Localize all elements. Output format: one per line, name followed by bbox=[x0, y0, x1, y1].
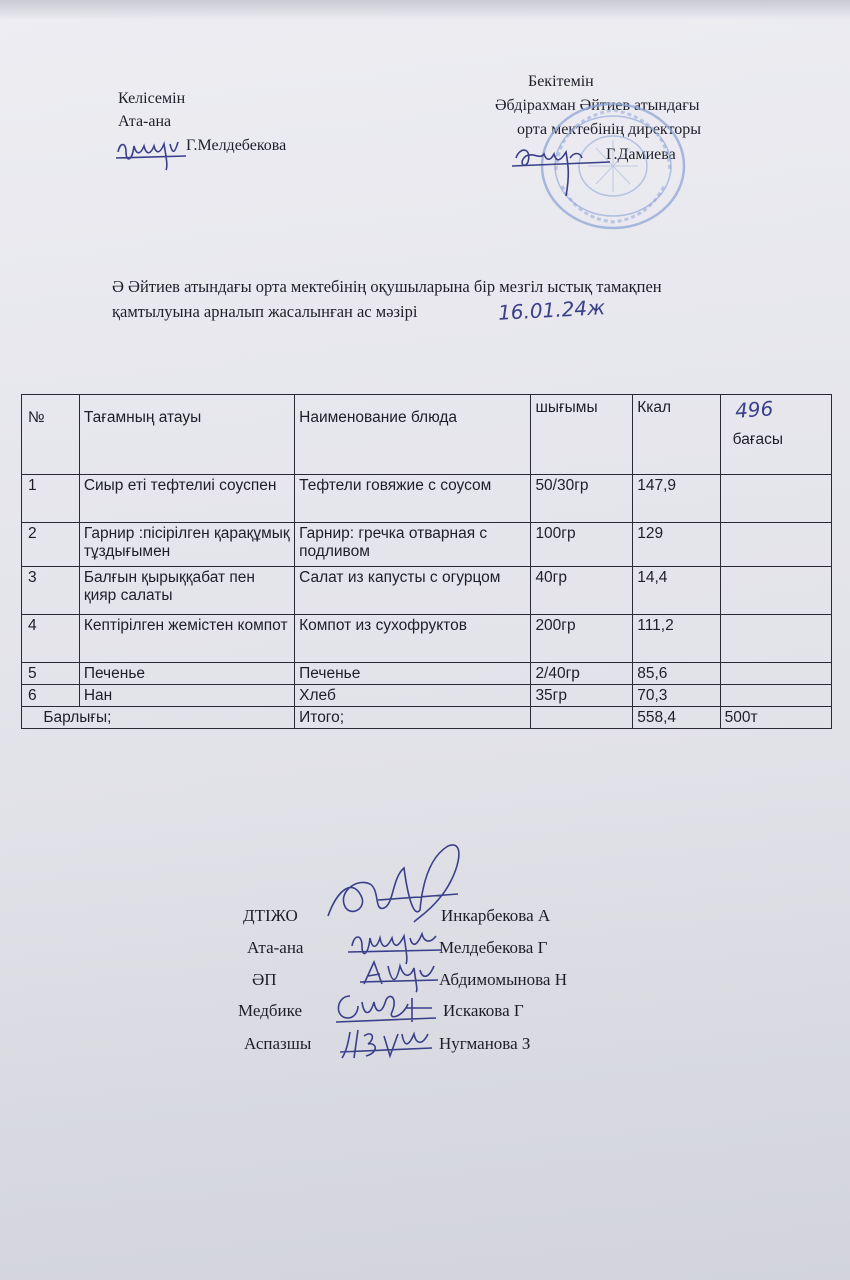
table-row bbox=[22, 523, 832, 567]
row-kcal: 85,6 bbox=[633, 663, 720, 685]
row-no: 4 bbox=[22, 615, 80, 663]
header-output: шығымы bbox=[531, 395, 633, 475]
row-name-ru: Хлеб bbox=[295, 685, 531, 707]
commission-role-2: Ата-ана bbox=[247, 938, 304, 957]
row-price bbox=[720, 663, 831, 685]
header-kcal: Ккал bbox=[633, 395, 720, 475]
commission-name-3: Абдимомынова Н bbox=[439, 970, 567, 989]
header-no: № bbox=[22, 395, 80, 475]
table-header-row bbox=[22, 395, 832, 475]
row-price bbox=[720, 567, 831, 615]
header-name-ru: Наименование блюда bbox=[295, 395, 531, 475]
row-name-kz: Печенье bbox=[79, 663, 294, 685]
header-name-kz: Тағамның атауы bbox=[79, 395, 294, 475]
handwritten-date: 16.01.24ж bbox=[497, 295, 606, 325]
commission-role-4: Медбике bbox=[238, 1001, 302, 1020]
table-row bbox=[22, 685, 832, 707]
row-name-kz: Гарнир :пісірілген қарақұмық тұздығымен bbox=[79, 523, 294, 567]
row-name-kz: Сиыр еті тефтелиі соуспен bbox=[79, 475, 294, 523]
row-output: 35гр bbox=[531, 685, 633, 707]
row-name-kz: Кептірілген жемістен компот bbox=[79, 615, 294, 663]
commission-name-2: Мелдебекова Г bbox=[439, 938, 548, 957]
total-label-ru: Итого; bbox=[295, 707, 531, 729]
approval-left-name: Г.Мелдебекова bbox=[186, 137, 287, 154]
commission-signature-1 bbox=[318, 838, 468, 928]
row-output: 50/30гр bbox=[531, 475, 633, 523]
commission-name-4: Искакова Г bbox=[443, 1001, 524, 1020]
row-name-ru: Гарнир: гречка отварная с подливом bbox=[295, 523, 531, 567]
row-no: 1 bbox=[22, 475, 80, 523]
row-price bbox=[720, 615, 831, 663]
commission-role-5: Аспазшы bbox=[244, 1034, 312, 1053]
approval-left-title: Келісемін bbox=[118, 90, 186, 107]
total-label-kz: Барлығы; bbox=[39, 707, 254, 729]
row-kcal: 111,2 bbox=[633, 615, 720, 663]
approval-left-role: Ата-ана bbox=[118, 113, 172, 130]
parent-signature-top bbox=[112, 132, 192, 172]
paper-edge-shadow bbox=[0, 0, 850, 20]
table-row bbox=[22, 615, 832, 663]
table-total-row bbox=[22, 707, 832, 729]
total-kcal: 558,4 bbox=[633, 707, 720, 729]
table-row bbox=[22, 663, 832, 685]
row-name-ru: Печенье bbox=[295, 663, 531, 685]
total-price: 500т bbox=[720, 707, 831, 729]
director-signature bbox=[510, 140, 620, 200]
row-no: 5 bbox=[22, 663, 80, 685]
approval-right-name: Г.Дамиева bbox=[606, 146, 676, 163]
commission-signature-5 bbox=[336, 1022, 436, 1066]
row-output: 40гр bbox=[531, 567, 633, 615]
row-price bbox=[720, 685, 831, 707]
row-name-ru: Салат из капусты с огурцом bbox=[295, 567, 531, 615]
document-title-line2: қамтылуына арналып жасалынған ас мәзірі bbox=[112, 302, 418, 321]
table-body bbox=[22, 475, 832, 729]
commission-role-3: ӘП bbox=[252, 970, 277, 989]
commission-name-1: Инкарбекова А bbox=[441, 906, 551, 925]
row-name-ru: Компот из сухофруктов bbox=[295, 615, 531, 663]
row-output: 200гр bbox=[531, 615, 633, 663]
row-name-kz: Балғын қырыққабат пен қияр салаты bbox=[79, 567, 294, 615]
total-output bbox=[531, 707, 633, 729]
row-no: 3 bbox=[22, 567, 80, 615]
row-price bbox=[720, 475, 831, 523]
row-no: 2 bbox=[22, 523, 80, 567]
approval-right-title: Бекітемін bbox=[528, 73, 594, 90]
row-output: 100гр bbox=[531, 523, 633, 567]
row-output: 2/40гр bbox=[531, 663, 633, 685]
row-no: 6 bbox=[22, 685, 80, 707]
row-name-ru: Тефтели говяжие с соусом bbox=[295, 475, 531, 523]
table-row bbox=[22, 475, 832, 523]
row-price bbox=[720, 523, 831, 567]
row-kcal: 129 bbox=[633, 523, 720, 567]
commission-name-5: Нугманова З bbox=[439, 1034, 531, 1053]
row-kcal: 70,3 bbox=[633, 685, 720, 707]
table-row bbox=[22, 567, 832, 615]
row-kcal: 14,4 bbox=[633, 567, 720, 615]
document-title-line1: Ә Әйтиев атындағы орта мектебінің оқушыларына бір мезгіл ыстық тамақпен bbox=[112, 277, 662, 296]
header-price-cell bbox=[720, 395, 831, 475]
row-name-kz: Нан bbox=[79, 685, 294, 707]
approval-right-line2: орта мектебінің директоры bbox=[517, 121, 702, 138]
approval-right-line1: Әбдірахман Әйтиев атындағы bbox=[495, 97, 700, 114]
menu-table bbox=[21, 394, 832, 729]
row-kcal: 147,9 bbox=[633, 475, 720, 523]
commission-role-1: ДТІЖО bbox=[243, 906, 298, 925]
header-price: бағасы bbox=[732, 431, 783, 448]
handwritten-price: 496 bbox=[733, 396, 774, 423]
